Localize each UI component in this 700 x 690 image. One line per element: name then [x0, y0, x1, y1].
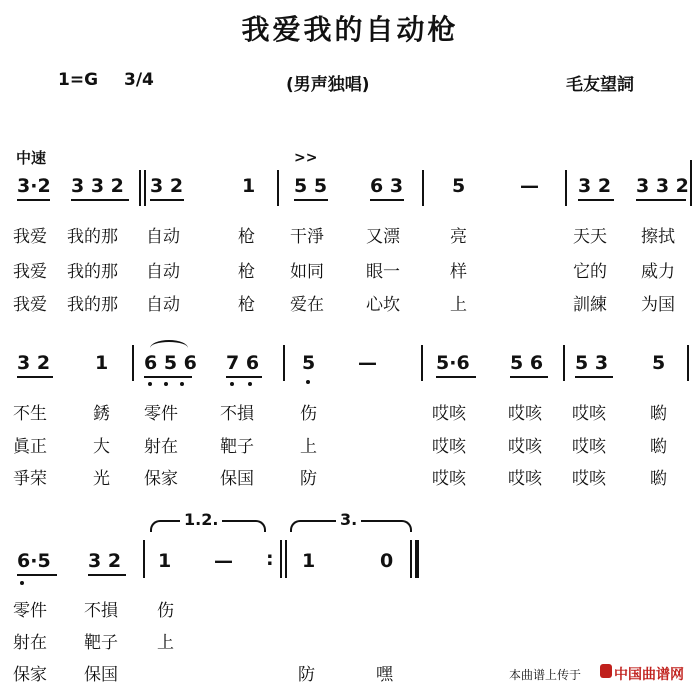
lyric: 哎咳 [572, 437, 606, 457]
note-group: 5·6 [436, 352, 470, 374]
lyric: 自动 [146, 295, 180, 315]
underline [17, 376, 53, 378]
underline [370, 199, 404, 201]
upload-note: 本曲谱上传于 [509, 668, 582, 682]
note-group: 3 2 [88, 550, 122, 572]
note-group: 5 [452, 175, 466, 197]
bar-line [285, 540, 287, 578]
performance-note: (男声独唱) [286, 75, 370, 95]
note-group: 3 3 2 [636, 175, 689, 197]
lyric: 我的那 [67, 295, 118, 315]
time-signature: 3/4 [124, 70, 154, 90]
lyric: 大 [93, 437, 110, 457]
lyric: 心坎 [366, 295, 400, 315]
bar-line [139, 170, 141, 206]
lyric: 爱在 [290, 295, 324, 315]
lyric: 哎咳 [432, 404, 466, 424]
lyric: 亮 [450, 227, 467, 247]
note-group: 5 3 [575, 352, 609, 374]
lyric: 我爱 [13, 262, 47, 282]
bar-line [421, 345, 423, 381]
note-group: 3 3 2 [71, 175, 124, 197]
underline [88, 574, 126, 576]
lyric: 爭荣 [13, 469, 47, 489]
lyric: 眞正 [13, 437, 47, 457]
lyric: 为国 [641, 295, 675, 315]
lyric: 又漂 [366, 227, 400, 247]
note-group: 5 [652, 352, 666, 374]
note-group: 0 [380, 550, 394, 572]
lyric: 保国 [220, 469, 254, 489]
bar-line [144, 170, 146, 206]
lyric: 哎咳 [508, 437, 542, 457]
lyric: 上 [157, 633, 174, 653]
note-group: 3 2 [150, 175, 184, 197]
lyric: 哎咳 [572, 404, 606, 424]
ending-label: 3. [336, 510, 361, 529]
lyric: 哎咳 [432, 469, 466, 489]
lyric: 喲 [650, 437, 667, 457]
underline [578, 199, 614, 201]
underline [636, 199, 686, 201]
underline [144, 376, 192, 378]
lyric: 哎咳 [508, 404, 542, 424]
lyric: 哎咳 [432, 437, 466, 457]
bar-line [565, 170, 567, 206]
note-group: 5 5 [294, 175, 328, 197]
lyric: 射在 [13, 633, 47, 653]
lyric: 我爱 [13, 227, 47, 247]
lyric: 样 [450, 262, 467, 282]
bar-line [410, 540, 412, 578]
lyric: 我的那 [67, 227, 118, 247]
lyric: 光 [93, 469, 110, 489]
key-signature: 1=G [58, 70, 99, 90]
note-group: 3·2 [17, 175, 51, 197]
underline [150, 199, 184, 201]
lyric: 自动 [146, 262, 180, 282]
lyric: 我爱 [13, 295, 47, 315]
lyricist-credit: 毛友望詞 [566, 75, 634, 95]
lyric: 靶子 [84, 633, 118, 653]
lyric: 射在 [144, 437, 178, 457]
low-octave-dot [248, 382, 252, 386]
low-octave-dot [180, 382, 184, 386]
repeat-sign: : [266, 548, 274, 570]
low-octave-dot [164, 382, 168, 386]
lyric: 天天 [573, 227, 607, 247]
site-logo-icon [600, 664, 612, 678]
bar-line [283, 345, 285, 381]
lyric: 擦拭 [641, 227, 675, 247]
underline [17, 199, 50, 201]
lyric: 伤 [157, 601, 174, 621]
lyric: 它的 [573, 262, 607, 282]
note-group: 1 [302, 550, 316, 572]
lyric: 哎咳 [508, 469, 542, 489]
bar-line [132, 345, 134, 381]
lyric: 上 [450, 295, 467, 315]
accent-marks: >> [294, 150, 318, 166]
lyric: 喲 [650, 469, 667, 489]
bar-line [422, 170, 424, 206]
lyric: 枪 [238, 295, 255, 315]
note-group: 6 3 [370, 175, 404, 197]
underline [17, 574, 57, 576]
final-bar-line [415, 540, 419, 578]
lyric: 靶子 [220, 437, 254, 457]
lyric: 我的那 [67, 262, 118, 282]
note-group: 3 2 [578, 175, 612, 197]
lyric: 銹 [93, 404, 110, 424]
lyric: 眼一 [366, 262, 400, 282]
lyric: 防 [300, 469, 317, 489]
note-group: 6·5 [17, 550, 51, 572]
lyric: 喲 [650, 404, 667, 424]
note-group: 5 [302, 352, 316, 374]
note-group: 7 6 [226, 352, 260, 374]
note-group: 3 2 [17, 352, 51, 374]
lyric: 枪 [238, 262, 255, 282]
tempo-marking: 中速 [16, 149, 47, 167]
lyric: 不生 [13, 404, 47, 424]
song-title: 我爱我的自动枪 [241, 13, 459, 46]
lyric: 干淨 [290, 227, 324, 247]
lyric: 哎咳 [572, 469, 606, 489]
lyric: 不損 [84, 601, 118, 621]
ending-label: 1.2. [180, 510, 222, 529]
lyric: 保国 [84, 665, 118, 685]
lyric: 保家 [13, 665, 47, 685]
lyric: 零件 [144, 404, 178, 424]
underline [510, 376, 548, 378]
note-group: 5 6 [510, 352, 544, 374]
underline [294, 199, 328, 201]
low-octave-dot [306, 380, 310, 384]
underline [226, 376, 262, 378]
bar-line [687, 345, 689, 381]
extension-dash: — [358, 352, 377, 374]
lyric: 上 [300, 437, 317, 457]
lyric: 防 [298, 665, 315, 685]
site-name-link[interactable]: 中国曲谱网 [614, 667, 684, 683]
underline [575, 376, 613, 378]
underline [436, 376, 476, 378]
lyric: 如同 [290, 262, 324, 282]
bar-line [277, 170, 279, 206]
bar-line [280, 540, 282, 578]
note-group: 1 [95, 352, 109, 374]
low-octave-dot [230, 382, 234, 386]
lyric: 枪 [238, 227, 255, 247]
lyric: 嘿 [376, 665, 393, 685]
bar-line [690, 160, 692, 206]
bar-line [143, 540, 145, 578]
underline [71, 199, 129, 201]
lyric: 不損 [220, 404, 254, 424]
bar-line [563, 345, 565, 381]
note-group: 1 [242, 175, 256, 197]
extension-dash: — [214, 550, 233, 572]
lyric: 保家 [144, 469, 178, 489]
lyric: 訓練 [573, 295, 607, 315]
lyric: 威力 [641, 262, 675, 282]
low-octave-dot [20, 581, 24, 585]
lyric: 零件 [13, 601, 47, 621]
note-group: 6 5 6 [144, 352, 197, 374]
note-group: 1 [158, 550, 172, 572]
lyric: 自动 [146, 227, 180, 247]
lyric: 伤 [300, 404, 317, 424]
extension-dash: — [520, 175, 539, 197]
low-octave-dot [148, 382, 152, 386]
